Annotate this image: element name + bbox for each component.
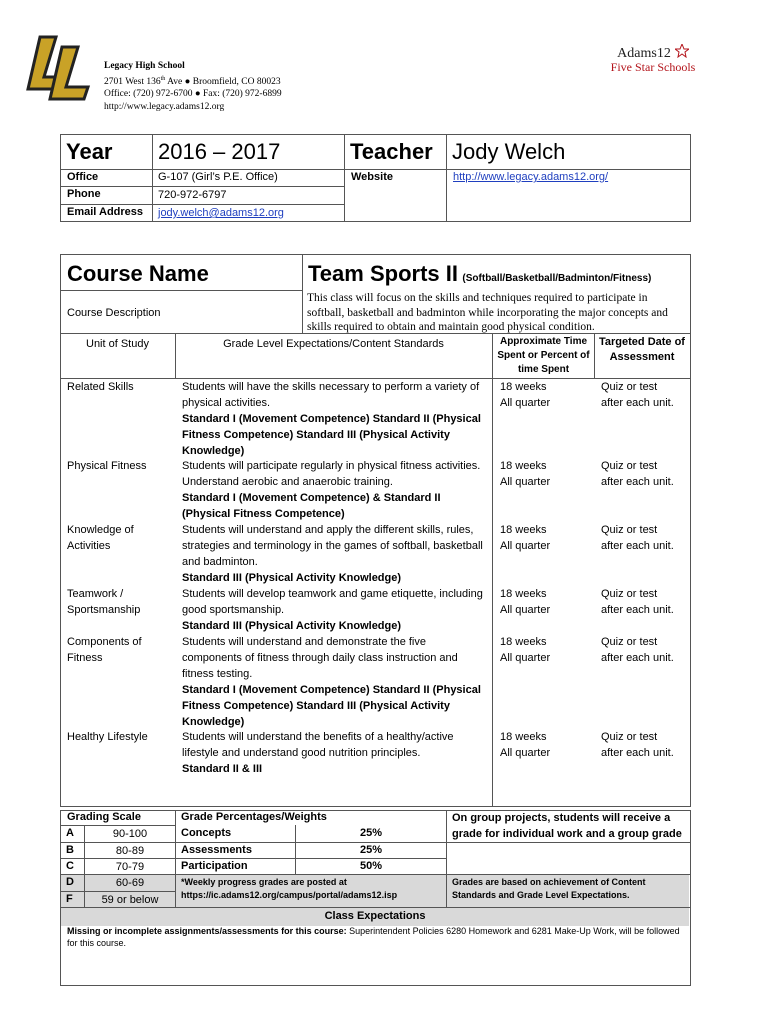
- district-logo: [598, 44, 708, 75]
- grade-letter: B: [66, 844, 74, 856]
- school-name: Legacy High School: [104, 61, 185, 71]
- school-contact: Office: (720) 972-6700 ● Fax: (720) 972-6899: [104, 89, 282, 100]
- email-label: Email Address: [67, 206, 144, 218]
- unit-target: Quiz or test after each unit.: [601, 636, 674, 664]
- district-name: Adams12: [617, 46, 671, 61]
- unit-time: 18 weeks All quarter: [500, 381, 551, 409]
- weight-pct: 25%: [359, 827, 383, 839]
- group-projects-note: On group projects, students will receive a grade for individual work and a group grade: [452, 812, 682, 840]
- col-target-header: Targeted Date of Assessment: [599, 336, 685, 363]
- col-unit-header: Unit of Study: [86, 338, 149, 350]
- grade-range: 90-100: [112, 828, 148, 840]
- weight-pct: 50%: [359, 860, 383, 872]
- school-logo: [22, 33, 97, 103]
- year-value: 2016 – 2017: [158, 139, 281, 164]
- unit-target: Quiz or test after each unit.: [601, 588, 674, 616]
- phone-value: 720-972-6797: [158, 189, 227, 201]
- weights-label: Grade Percentages/Weights: [181, 811, 327, 823]
- weight-name: Participation: [181, 860, 248, 872]
- grade-letter: F: [66, 893, 73, 905]
- unit-description: Students will participate regularly in physical fitness activities. Understand aerobic and anaerobic training. Standard I (Movement Competence) & Standard II (Physical Fitness Competence): [182, 460, 481, 520]
- school-url: http://www.legacy.adams12.org: [104, 101, 225, 112]
- unit-target: Quiz or test after each unit.: [601, 731, 674, 759]
- unit-target: Quiz or test after each unit.: [601, 524, 674, 552]
- website-link[interactable]: http://www.legacy.adams12.org/: [453, 171, 609, 183]
- phone-label: Phone: [67, 188, 101, 200]
- course-name-label: Course Name: [67, 261, 209, 286]
- grade-letter: C: [66, 860, 74, 872]
- col-time-header: Approximate Time Spent or Percent of time Spent: [497, 336, 590, 375]
- unit-time: 18 weeks All quarter: [500, 731, 551, 759]
- unit-time: 18 weeks All quarter: [500, 460, 551, 488]
- unit-description: Students will have the skills necessary to perform a variety of physical activities. Standard I (Movement Competence) Standard II (Physical Fitness Competence) Standard III (Physical Activity Knowledge): [182, 381, 481, 457]
- unit-description: Students will understand the benefits of a healthy/active lifestyle and understand good nutrition principles. Standard II & III: [182, 731, 454, 775]
- unit-name: Knowledge of Activities: [67, 524, 134, 552]
- achievement-note: Grades are based on achievement of Content Standards and Grade Level Expectations.: [452, 877, 646, 900]
- course-description-label: Course Description: [67, 307, 161, 319]
- unit-name: Healthy Lifestyle: [67, 731, 148, 743]
- teacher-label: Teacher: [350, 139, 433, 164]
- grading-scale-label: Grading Scale: [67, 811, 141, 823]
- unit-target: Quiz or test after each unit.: [601, 460, 674, 488]
- weight-name: Concepts: [181, 827, 232, 839]
- course-name-value: Team Sports II (Softball/Basketball/Badminton/Fitness): [308, 261, 652, 286]
- email-link[interactable]: jody.welch@adams12.org: [158, 207, 284, 219]
- unit-time: 18 weeks All quarter: [500, 636, 551, 664]
- unit-name: Related Skills: [67, 381, 134, 393]
- unit-name: Physical Fitness: [67, 460, 147, 472]
- unit-description: Students will develop teamwork and game etiquette, including good sportsmanship. Standard III (Physical Activity Knowledge): [182, 588, 483, 632]
- unit-name: Components of Fitness: [67, 636, 142, 664]
- weight-pct: 25%: [359, 844, 383, 856]
- office-value: G-107 (Girl’s P.E. Office): [158, 171, 278, 183]
- course-description-value: This class will focus on the skills and techniques required to participate in softball, basketball and badminton while incorporating the major concepts and skills required to obtain and maintain good physical condition.: [307, 292, 668, 333]
- grade-range: 59 or below: [101, 894, 159, 906]
- unit-description: Students will understand and demonstrate the five components of fitness through daily class instruction and fitness testing. Standard I (Movement Competence) Standard II (Physical Fitness Competence) Standard III (Physical Activity Knowledge): [182, 636, 481, 728]
- class-expectations-title: Class Expectations: [324, 910, 426, 922]
- unit-name: Teamwork / Sportsmanship: [67, 588, 141, 616]
- office-label: Office: [67, 171, 99, 183]
- star-icon: [675, 44, 689, 58]
- unit-target: Quiz or test after each unit.: [601, 381, 674, 409]
- grade-range: 70-79: [115, 861, 145, 873]
- teacher-value: Jody Welch: [452, 139, 566, 164]
- grade-range: 80-89: [115, 845, 145, 857]
- school-info: [104, 60, 282, 113]
- grade-letter: A: [66, 827, 74, 839]
- school-logo-icon: [22, 33, 97, 103]
- unit-time: 18 weeks All quarter: [500, 524, 551, 552]
- missing-work-policy: Missing or incomplete assignments/assessments for this course: Superintendent Policies 6280 Homework and 6281 Make-Up Work, will be followed for this course.: [67, 926, 680, 948]
- year-label: Year: [66, 139, 113, 164]
- grade-letter: D: [66, 876, 74, 888]
- school-address: 2701 West 136th Ave ● Broomfield, CO 80023: [104, 75, 281, 87]
- unit-description: Students will understand and apply the different skills, rules, strategies and terminology in the games of softball, basketball and badminton. Standard III (Physical Activity Knowledge): [182, 524, 483, 584]
- col-gle-header: Grade Level Expectations/Content Standards: [223, 338, 444, 350]
- unit-time: 18 weeks All quarter: [500, 588, 551, 616]
- grade-range: 60-69: [115, 877, 145, 889]
- district-tagline: Five Star Schools: [610, 60, 696, 74]
- weight-name: Assessments: [181, 844, 252, 856]
- website-label: Website: [351, 171, 393, 183]
- weekly-progress-note: *Weekly progress grades are posted at https://ic.adams12.org/campus/portal/adams12.isp: [181, 877, 398, 900]
